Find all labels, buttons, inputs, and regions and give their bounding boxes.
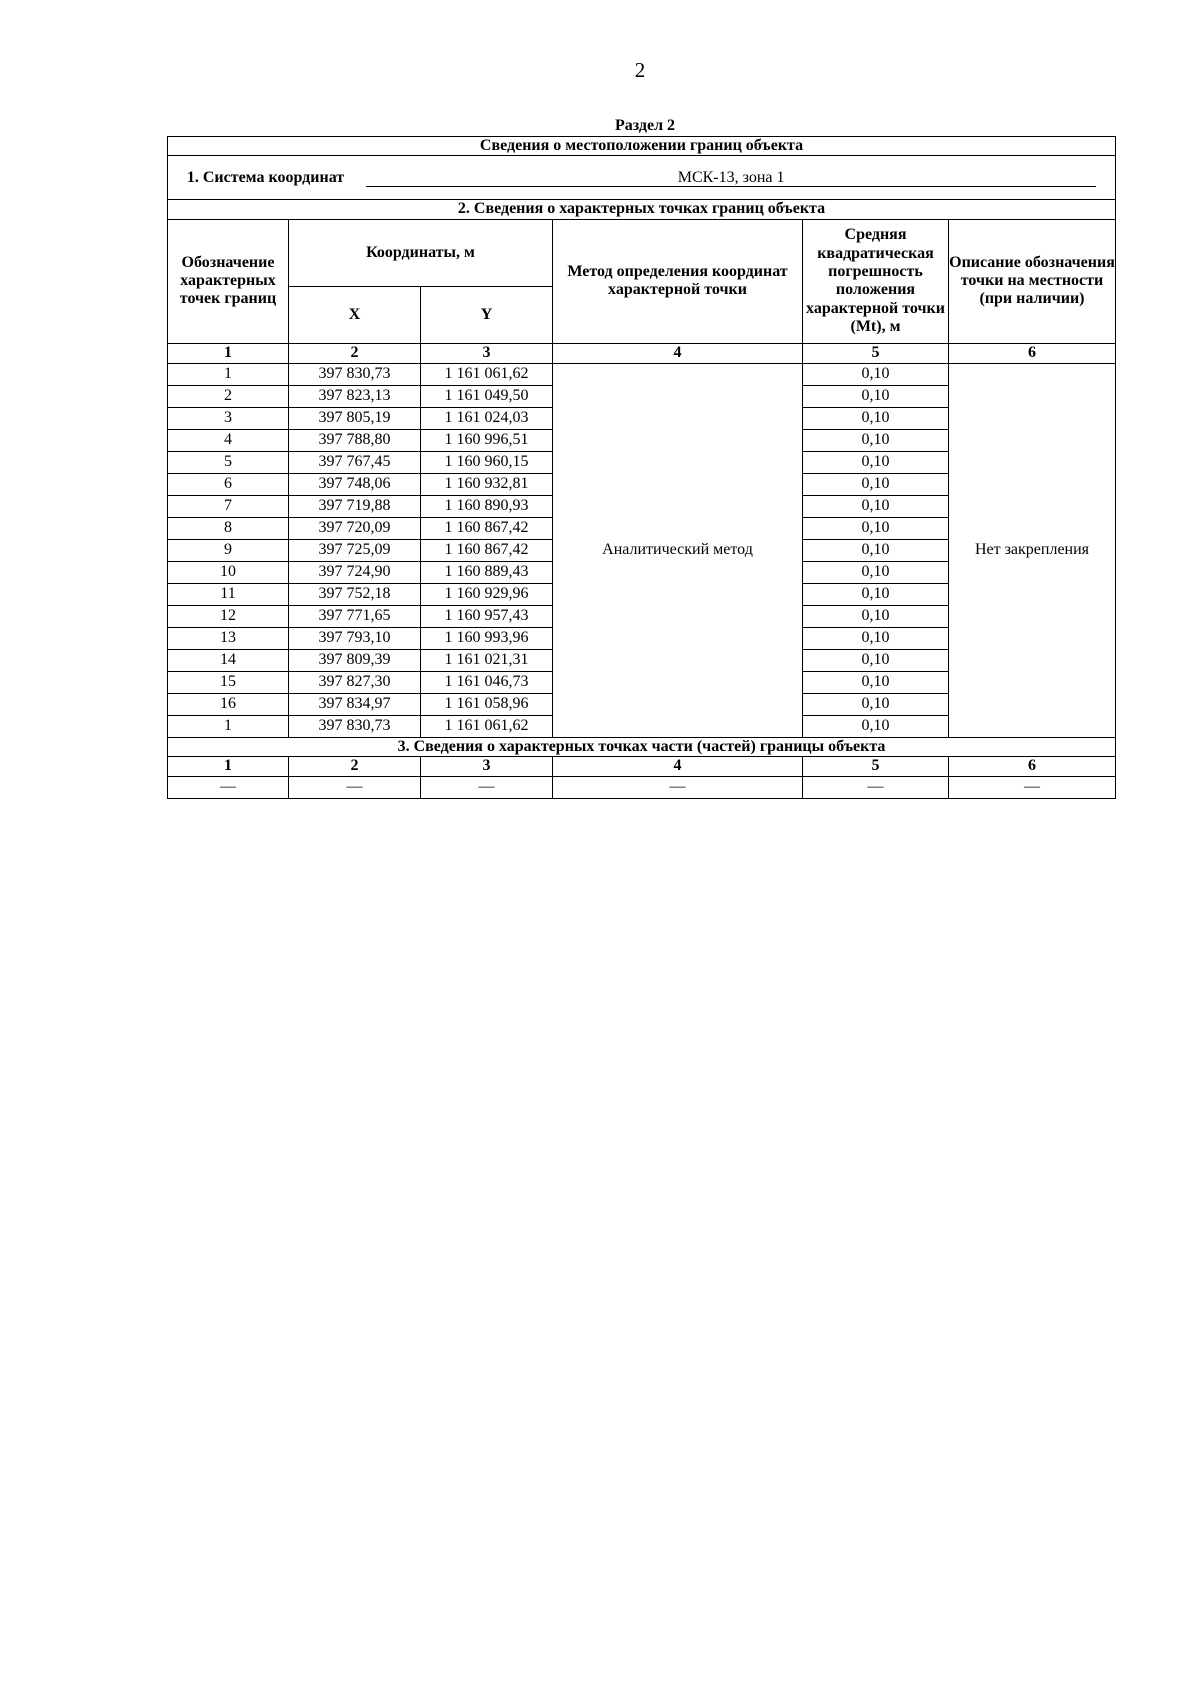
section3-empty-row bbox=[168, 777, 1116, 799]
x-coord-cell: 397 725,09 bbox=[289, 539, 421, 561]
column-number: 6 bbox=[949, 757, 1116, 777]
point-id-cell: 14 bbox=[168, 649, 289, 671]
y-coord-cell: 1 161 049,50 bbox=[421, 385, 553, 407]
mt-cell: 0,10 bbox=[803, 693, 949, 715]
header-method: Метод определения координат характерной точки bbox=[553, 219, 803, 343]
mt-cell: 0,10 bbox=[803, 605, 949, 627]
y-coord-cell: 1 160 957,43 bbox=[421, 605, 553, 627]
dash-cell: — bbox=[289, 777, 421, 799]
mt-cell: 0,10 bbox=[803, 671, 949, 693]
column-number: 1 bbox=[168, 757, 289, 777]
point-id-cell: 1 bbox=[168, 715, 289, 737]
subsection2-title: 2. Сведения о характерных точках границ объекта bbox=[168, 200, 1116, 219]
y-coord-cell: 1 161 046,73 bbox=[421, 671, 553, 693]
coord-system-row bbox=[168, 156, 1116, 200]
method-cell: Аналитический метод bbox=[553, 363, 803, 737]
y-coord-cell: 1 160 929,96 bbox=[421, 583, 553, 605]
y-coord-cell: 1 160 889,43 bbox=[421, 561, 553, 583]
y-coord-cell: 1 161 061,62 bbox=[421, 363, 553, 385]
column-numbers-row bbox=[168, 343, 1116, 363]
x-coord-cell: 397 805,19 bbox=[289, 407, 421, 429]
section3-numbers-row bbox=[168, 757, 1116, 777]
point-id-cell: 4 bbox=[168, 429, 289, 451]
page-number: 2 bbox=[634, 58, 646, 82]
header-coords: Координаты, м bbox=[289, 219, 553, 286]
y-coord-cell: 1 160 867,42 bbox=[421, 539, 553, 561]
coord-system-value: МСК-13, зона 1 bbox=[366, 169, 1096, 187]
x-coord-cell: 397 719,88 bbox=[289, 495, 421, 517]
description-cell: Нет закрепления bbox=[949, 363, 1116, 737]
table-title: Сведения о местоположении границ объекта bbox=[168, 137, 1116, 156]
x-coord-cell: 397 720,09 bbox=[289, 517, 421, 539]
point-id-cell: 11 bbox=[168, 583, 289, 605]
x-coord-cell: 397 823,13 bbox=[289, 385, 421, 407]
x-coord-cell: 397 767,45 bbox=[289, 451, 421, 473]
point-id-cell: 7 bbox=[168, 495, 289, 517]
x-coord-cell: 397 830,73 bbox=[289, 363, 421, 385]
y-coord-cell: 1 160 996,51 bbox=[421, 429, 553, 451]
column-number: 6 bbox=[949, 343, 1116, 363]
subsection3-title: 3. Сведения о характерных точках части (частей) границы объекта bbox=[168, 737, 1116, 756]
mt-cell: 0,10 bbox=[803, 649, 949, 671]
dash-cell: — bbox=[949, 777, 1116, 799]
column-number: 5 bbox=[803, 757, 949, 777]
dash-cell: — bbox=[421, 777, 553, 799]
dash-cell: — bbox=[803, 777, 949, 799]
mt-cell: 0,10 bbox=[803, 385, 949, 407]
point-id-cell: 1 bbox=[168, 363, 289, 385]
point-id-cell: 13 bbox=[168, 627, 289, 649]
mt-cell: 0,10 bbox=[803, 539, 949, 561]
point-id-cell: 6 bbox=[168, 473, 289, 495]
y-coord-cell: 1 160 993,96 bbox=[421, 627, 553, 649]
column-number: 4 bbox=[553, 343, 803, 363]
section-title: Раздел 2 bbox=[614, 117, 676, 134]
boundary-table bbox=[167, 136, 1116, 799]
point-id-cell: 3 bbox=[168, 407, 289, 429]
y-coord-cell: 1 160 960,15 bbox=[421, 451, 553, 473]
x-coord-cell: 397 748,06 bbox=[289, 473, 421, 495]
point-id-cell: 2 bbox=[168, 385, 289, 407]
column-number: 2 bbox=[289, 757, 421, 777]
header-x: X bbox=[289, 286, 421, 343]
y-coord-cell: 1 161 061,62 bbox=[421, 715, 553, 737]
point-id-cell: 16 bbox=[168, 693, 289, 715]
x-coord-cell: 397 724,90 bbox=[289, 561, 421, 583]
point-id-cell: 8 bbox=[168, 517, 289, 539]
mt-cell: 0,10 bbox=[803, 429, 949, 451]
column-number: 1 bbox=[168, 343, 289, 363]
x-coord-cell: 397 809,39 bbox=[289, 649, 421, 671]
y-coord-cell: 1 161 058,96 bbox=[421, 693, 553, 715]
y-coord-cell: 1 160 890,93 bbox=[421, 495, 553, 517]
x-coord-cell: 397 752,18 bbox=[289, 583, 421, 605]
mt-cell: 0,10 bbox=[803, 627, 949, 649]
point-id-cell: 5 bbox=[168, 451, 289, 473]
mt-cell: 0,10 bbox=[803, 715, 949, 737]
mt-cell: 0,10 bbox=[803, 495, 949, 517]
x-coord-cell: 397 827,30 bbox=[289, 671, 421, 693]
y-coord-cell: 1 160 867,42 bbox=[421, 517, 553, 539]
header-y: Y bbox=[421, 286, 553, 343]
point-id-cell: 9 bbox=[168, 539, 289, 561]
x-coord-cell: 397 793,10 bbox=[289, 627, 421, 649]
column-number: 3 bbox=[421, 343, 553, 363]
mt-cell: 0,10 bbox=[803, 363, 949, 385]
x-coord-cell: 397 788,80 bbox=[289, 429, 421, 451]
point-id-cell: 12 bbox=[168, 605, 289, 627]
dash-cell: — bbox=[168, 777, 289, 799]
mt-cell: 0,10 bbox=[803, 451, 949, 473]
table-row bbox=[168, 363, 1116, 385]
y-coord-cell: 1 160 932,81 bbox=[421, 473, 553, 495]
x-coord-cell: 397 771,65 bbox=[289, 605, 421, 627]
mt-cell: 0,10 bbox=[803, 473, 949, 495]
header-error: Средняя квадратическая погрешность положения характерной точки (Mt), м bbox=[803, 219, 949, 343]
point-id-cell: 10 bbox=[168, 561, 289, 583]
y-coord-cell: 1 161 021,31 bbox=[421, 649, 553, 671]
mt-cell: 0,10 bbox=[803, 407, 949, 429]
header-point: Обозначение характерных точек границ bbox=[168, 219, 289, 343]
coord-system-label: 1. Система координат bbox=[186, 168, 345, 186]
dash-cell: — bbox=[553, 777, 803, 799]
column-number: 4 bbox=[553, 757, 803, 777]
x-coord-cell: 397 834,97 bbox=[289, 693, 421, 715]
mt-cell: 0,10 bbox=[803, 583, 949, 605]
y-coord-cell: 1 161 024,03 bbox=[421, 407, 553, 429]
column-number: 5 bbox=[803, 343, 949, 363]
point-id-cell: 15 bbox=[168, 671, 289, 693]
column-number: 2 bbox=[289, 343, 421, 363]
x-coord-cell: 397 830,73 bbox=[289, 715, 421, 737]
column-number: 3 bbox=[421, 757, 553, 777]
header-description: Описание обозначения точки на местности (при наличии) bbox=[949, 219, 1116, 343]
mt-cell: 0,10 bbox=[803, 517, 949, 539]
mt-cell: 0,10 bbox=[803, 561, 949, 583]
